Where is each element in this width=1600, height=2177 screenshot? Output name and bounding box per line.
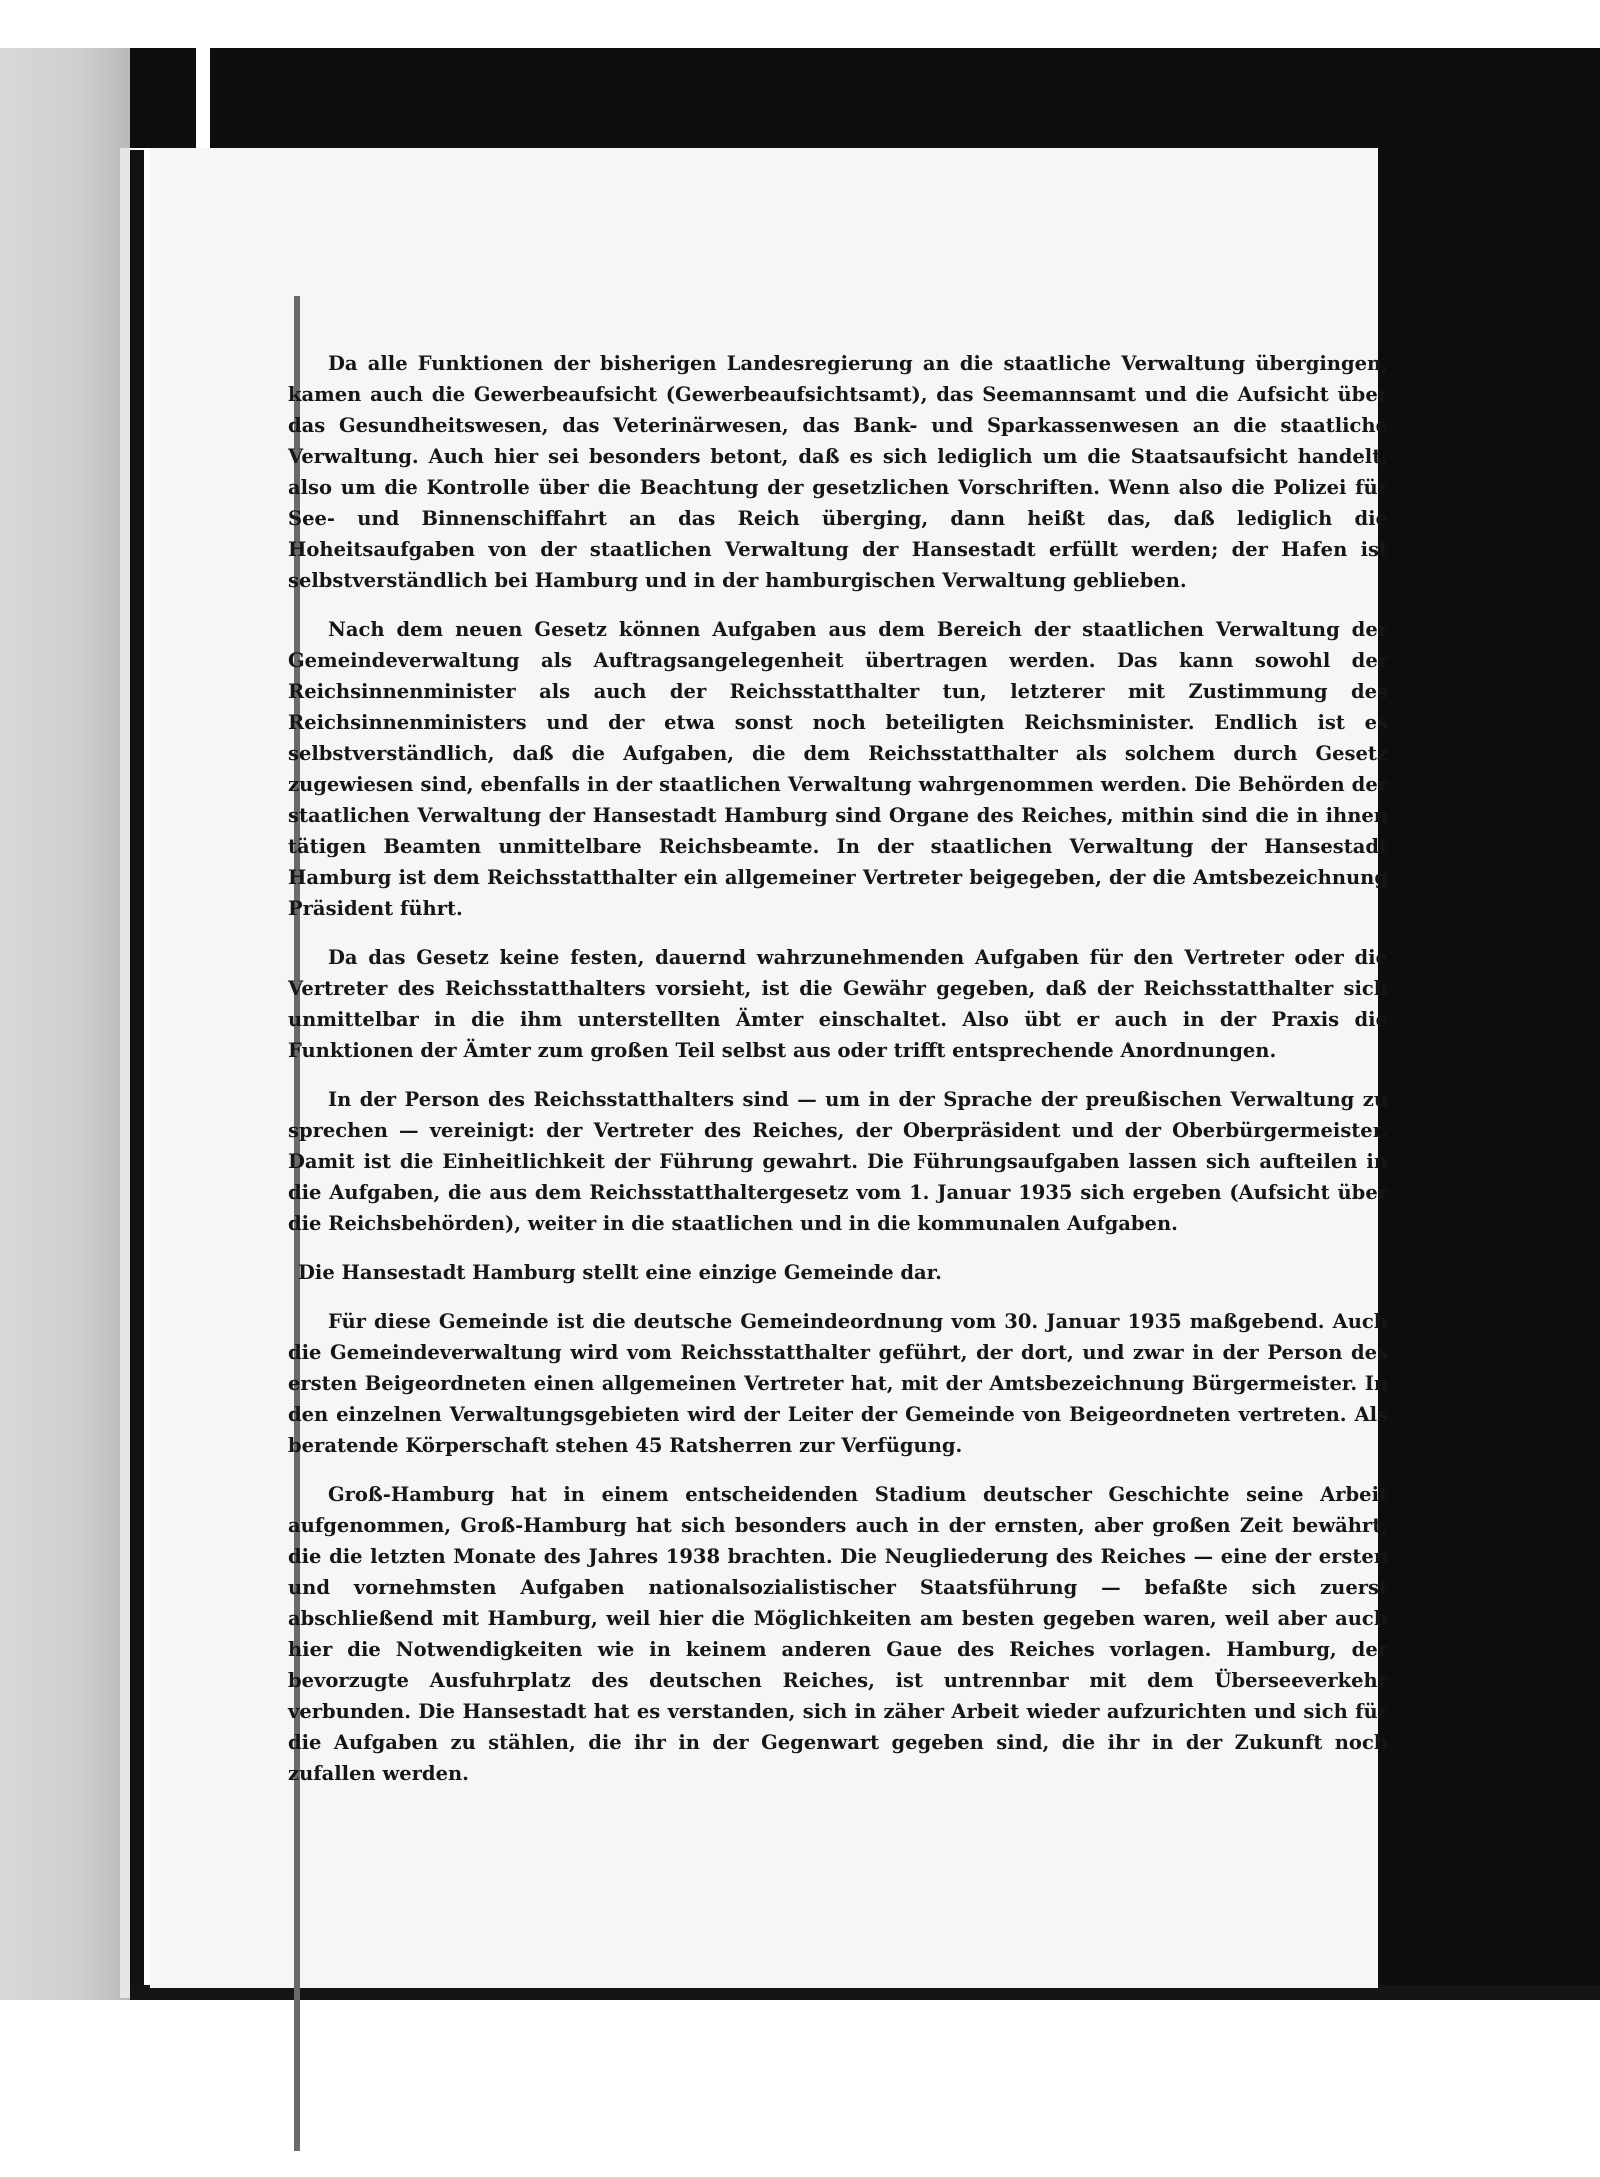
paragraph-5: Die Hansestadt Hamburg stellt eine einzige Gemeinde dar. [298, 1261, 942, 1284]
paragraph-7: Groß-Hamburg hat in einem entscheidenden Stadium deutscher Geschichte seine Arbeit aufgenommen, Groß-Hamburg hat sich besonders auch in der ernsten, aber großen Zeit bewährt, die die letzten Monate des Jahres 1938 brachten. Die Neugliederung des Reiches — eine der ersten und vornehmsten Aufgaben nationalsozialistischer Staatsführung — befaßte sich zuerst abschließend mit Hamburg, weil hier die Möglichkeiten am besten gegeben waren, weil aber auch hier die Notwendigkeiten wie in keinem anderen Gaue des Reiches vorlagen. Hamburg, der bevorzugte Ausfuhrplatz des deutschen Reiches, ist untrennbar mit dem Überseeverkehr verbunden. Die Hansestadt hat es verstanden, sich in zäher Arbeit wieder aufzurichten und sich für die Aufgaben zu stählen, die ihr in der Gegenwart gegeben sind, die ihr in der Zukunft noch zufallen werden. [288, 1483, 1388, 1785]
paragraph-3: Da das Gesetz keine festen, dauernd wahrzunehmenden Aufgaben für den Vertreter oder die Vertreter des Reichsstatthalters vorsieht, ist die Gewähr gegeben, daß der Reichsstatthalter sich unmittelbar in die ihm unterstellten Ämter einschaltet. Also übt er auch in der Praxis die Funktionen der Ämter zum großen Teil selbst aus oder trifft entsprechende Anordnungen. [288, 946, 1388, 1062]
book-spine-highlight [120, 148, 130, 1998]
scan-top-margin [0, 0, 1600, 48]
document-page [150, 148, 1388, 1988]
scan-dark-border-right [1378, 148, 1600, 1998]
book-cover-edge [0, 48, 130, 2008]
scan-dark-border-top [210, 48, 1600, 148]
paragraph-4: In der Person des Reichsstatthalters sind — um in der Sprache der preußischen Verwaltung zu sprechen — vereinigt: der Vertreter des Reiches, der Oberpräsident und der Oberbürgermeister. Damit ist die Einheitlichkeit der Führung gewahrt. Die Führungsaufgaben lassen sich aufteilen in die Aufgaben, die aus dem Reichsstatthaltergesetz vom 1. Januar 1935 sich ergeben (Aufsicht über die Reichsbehörden), weiter in die staatlichen und in die kommunalen Aufgaben. [288, 1088, 1388, 1235]
body-text [288, 348, 1388, 1807]
paragraph-2: Nach dem neuen Gesetz können Aufgaben aus dem Bereich der staatlichen Verwaltung der Gemeindeverwaltung als Auftragsangelegenheit übertragen werden. Das kann sowohl der Reichsinnenminister als auch der Reichsstatthalter tun, letzterer mit Zustimmung des Reichsinnenministers und der etwa sonst noch beteiligten Reichsminister. Endlich ist es selbstverständlich, daß die Aufgaben, die dem Reichsstatthalter als solchem durch Gesetz zugewiesen sind, ebenfalls in der staatlichen Verwaltung wahrgenommen werden. Die Behörden der staatlichen Verwaltung der Hansestadt Hamburg sind Organe des Reiches, mithin sind die in ihnen tätigen Beamten unmittelbare Reichsbeamte. In der staatlichen Verwaltung der Hansestadt Hamburg ist dem Reichsstatthalter ein allgemeiner Vertreter beigegeben, der die Amtsbezeichnung Präsident führt. [288, 618, 1388, 920]
paragraph-6: Für diese Gemeinde ist die deutsche Gemeindeordnung vom 30. Januar 1935 maßgebend. Auch die Gemeindeverwaltung wird vom Reichsstatthalter geführt, der dort, und zwar in der Person des ersten Beigeordneten einen allgemeinen Vertreter hat, mit der Amtsbezeichnung Bürgermeister. In den einzelnen Verwaltungsgebieten wird der Leiter der Gemeinde von Beigeordneten vertreten. Als beratende Körperschaft stehen 45 Ratsherren zur Verfügung. [288, 1310, 1388, 1457]
scan-bottom-margin [0, 2000, 1600, 2177]
paragraph-1: Da alle Funktionen der bisherigen Landesregierung an die staatliche Verwaltung übergingen, kamen auch die Gewerbeaufsicht (Gewerbeaufsichtsamt), das Seemannsamt und die Aufsicht über das Gesundheitswesen, das Veterinärwesen, das Bank- und Sparkassenwesen an die staatliche Verwaltung. Auch hier sei besonders betont, daß es sich lediglich um die Staatsaufsicht handelt, also um die Kontrolle über die Beachtung der gesetzlichen Vorschriften. Wenn also die Polizei für See- und Binnenschiffahrt an das Reich überging, dann heißt das, daß lediglich die Hoheitsaufgaben von der staatlichen Verwaltung der Hansestadt erfüllt werden; der Hafen ist selbstverständlich bei Hamburg und in der hamburgischen Verwaltung geblieben. [288, 352, 1388, 592]
book-gutter [130, 150, 144, 2000]
